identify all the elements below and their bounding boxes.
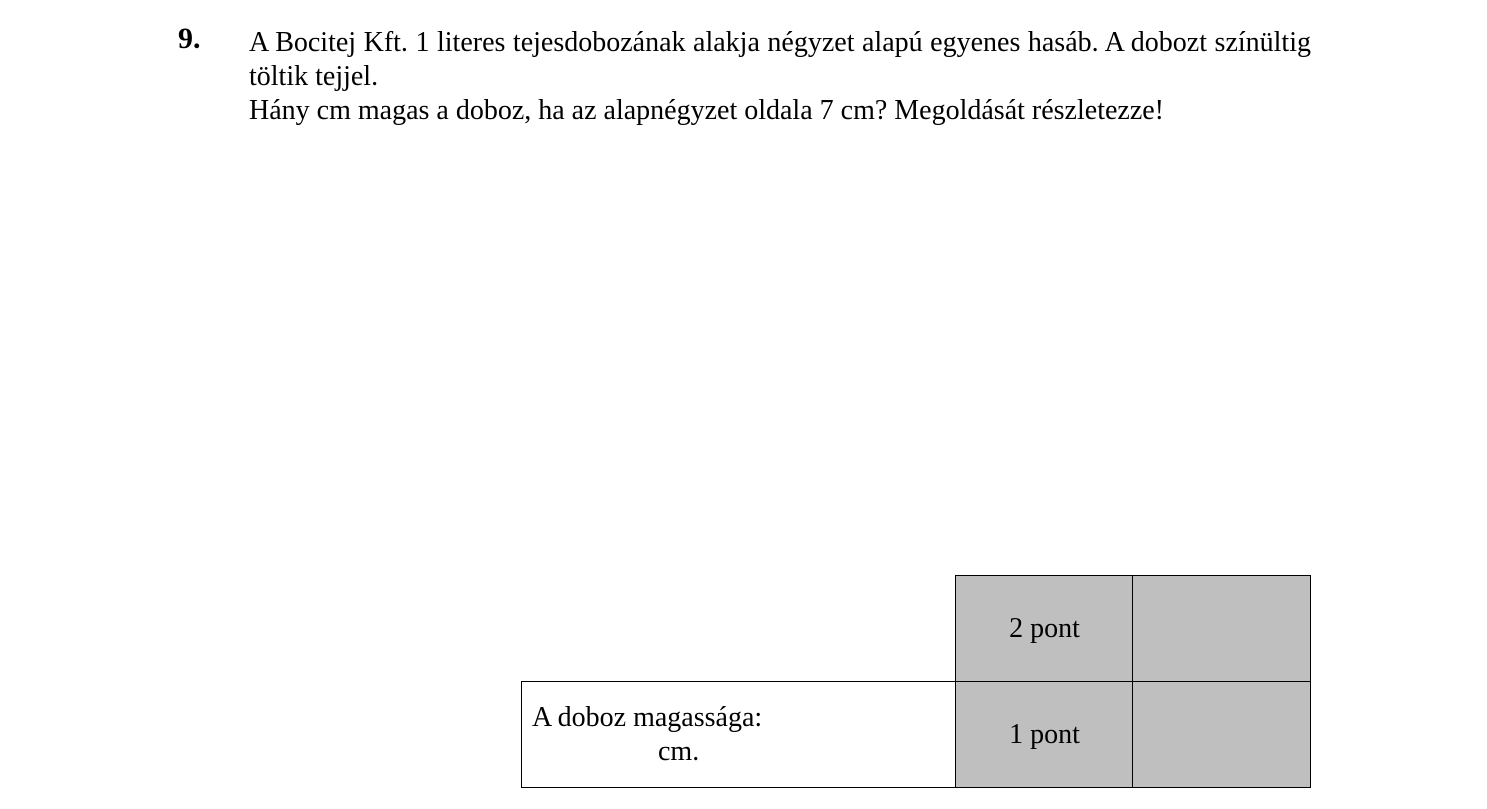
points-label-row1: 2 pont [1009,613,1080,644]
earned-points-cell-row2[interactable] [1132,681,1311,788]
task-paragraph-2: Hány cm magas a doboz, ha az alapnégyzet oldala 7 cm? Megoldását részletezze! [249,95,1165,126]
answer-label: A doboz magassága: [532,702,763,733]
answer-cell[interactable] [521,681,957,788]
earned-points-cell-row1[interactable] [1132,575,1311,683]
points-label-row2: 1 pont [1009,718,1080,750]
points-cell-row2 [955,681,1134,788]
task-text [249,26,1311,128]
points-cell-row1 [955,575,1134,683]
answer-unit: cm. [658,736,700,767]
task-paragraph-1: A Bocitej Kft. 1 literes tejesdobozának alakja négyzet alapú egyenes hasáb. A dobozt színültig töltik tejjel. [249,27,1311,92]
task-number: 9. [178,22,201,55]
